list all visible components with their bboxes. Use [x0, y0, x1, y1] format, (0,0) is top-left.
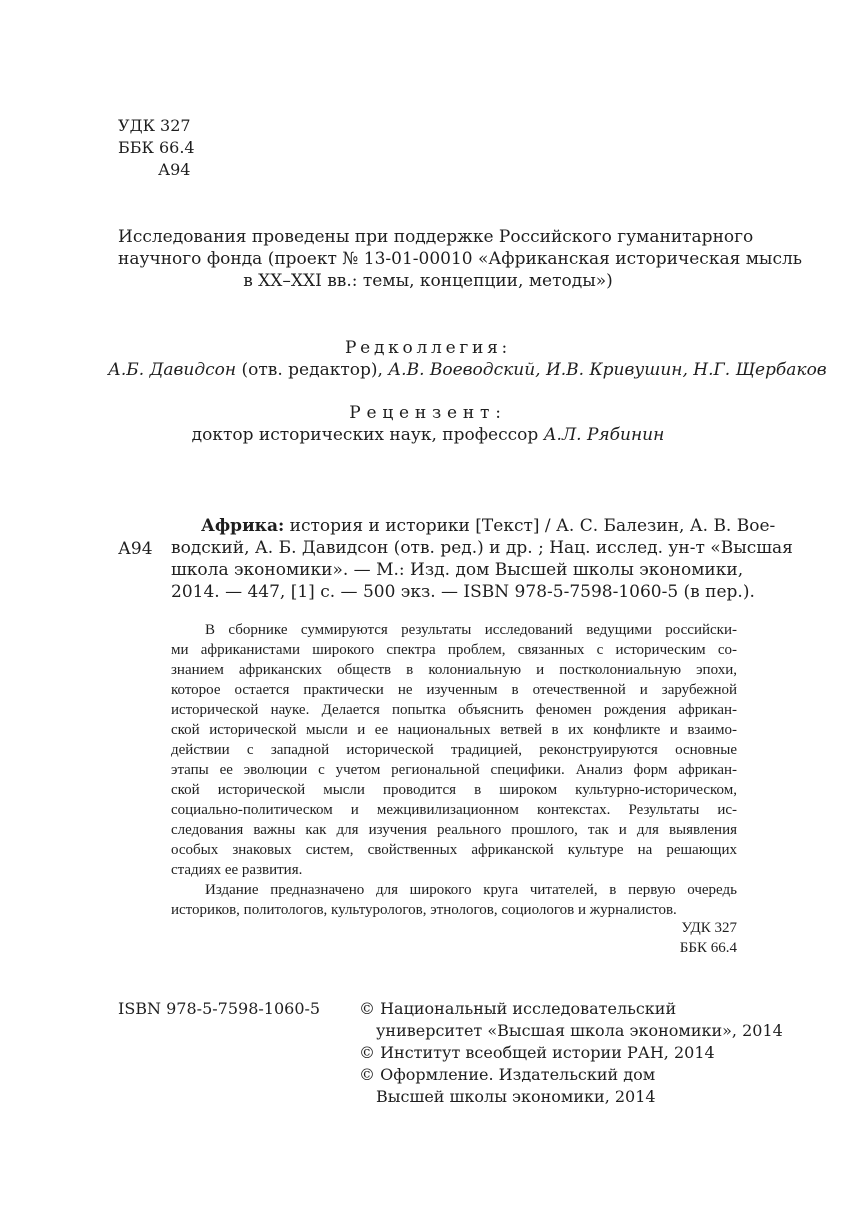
reviewer-line [108, 424, 748, 446]
udk-block-top [118, 115, 195, 181]
editorial-members-line [108, 359, 827, 381]
grant-line: Исследования проведены при поддержке Российского гуманитарного [118, 227, 754, 247]
abstract [171, 620, 737, 920]
abstract-line: особых знаковых систем, свойственных африканской культуре на решающих [171, 842, 737, 858]
abstract-line: социально-политическом и межцивилизационном контекстах. Результаты ис- [171, 802, 737, 818]
udk-code: УДК 327 [681, 920, 737, 936]
abstract-line: знанием африканских обществ в колониальную и постколониальную эпохи, [171, 662, 737, 678]
abstract-line: которое остается практически не изученным в отечественной и зарубежной [171, 682, 737, 698]
copyright-line: © Институт всеобщей истории РАН, 2014 [359, 1043, 715, 1062]
author-sign: А94 [158, 160, 191, 179]
copyright-line: университет «Высшая школа экономики», 2014 [376, 1021, 783, 1040]
abstract-line: следования важны как для изучения реального прошлого, так и для выявления [171, 822, 737, 838]
copyright-line: © Национальный исследовательский [359, 999, 677, 1018]
udk-code: УДК 327 [118, 116, 191, 135]
chief-editor-name: А.Б. Давидсон [108, 360, 237, 380]
isbn: ISBN 978-5-7598-1060-5 [118, 999, 321, 1018]
chief-editor-role: (отв. редактор), [236, 360, 389, 380]
copyright-line: Высшей школы экономики, 2014 [376, 1087, 656, 1106]
catalog-record [171, 515, 793, 603]
copyright-block [359, 998, 783, 1108]
catalog-line-1: Африка: история и историки [Текст] / А. С. Балезин, А. В. Вое- [201, 516, 776, 536]
bbk-code: ББК 66.4 [679, 940, 737, 956]
abstract-line: ми африканистами широкого спектра проблем, связанных с историческим со- [171, 642, 737, 658]
abstract-line: исторической науке. Делается попытка объяснить феномен рождения африкан- [171, 702, 737, 718]
grant-line: научного фонда (проект № 13-01-00010 «Африканская историческая мысль [118, 249, 803, 269]
reviewer-title: доктор исторических наук, профессор [191, 425, 544, 445]
abstract-line: стадиях ее развития. [171, 862, 303, 878]
udk-block-bottom [600, 918, 737, 958]
catalog-author-sign: А94 [118, 539, 153, 559]
book-title: Африка: [201, 516, 285, 536]
abstract-line: историков, политологов, культурологов, этнологов, социологов и журналистов. [171, 902, 677, 918]
catalog-line-2: водский, А. Б. Давидсон (отв. ред.) и др. ; Нац. исслед. ун-т «Высшая [171, 538, 793, 558]
board-members: А.В. Воеводский, И.В. Кривушин, Н.Г. Щербаков [388, 360, 827, 380]
catalog-line-4: 2014. — 447, [1] с. — 500 экз. — ISBN 978-5-7598-1060-5 (в пер.). [171, 582, 755, 602]
grant-line: в XX–XXI вв.: темы, концепции, методы») [243, 271, 613, 291]
abstract-line: действии с западной исторической традицией, реконструируются основные [171, 742, 737, 758]
reviewer-name: А.Л. Рябинин [543, 425, 665, 445]
editorial-board [108, 337, 827, 381]
abstract-line: В сборнике суммируются результаты исследований ведущими российски- [205, 622, 737, 638]
grant-notice [118, 226, 803, 292]
catalog-line-3: школа экономики». — М.: Изд. дом Высшей школы экономики, [171, 560, 744, 580]
abstract-line: Издание предназначено для широкого круга читателей, в первую очередь [205, 882, 737, 898]
reviewer-block [108, 402, 748, 446]
abstract-line: ской исторической мысли и ее национальных ветвей в их конфликте и взаимо- [171, 722, 737, 738]
reviewer-heading: Рецензент: [349, 403, 507, 423]
editorial-heading: Редколлегия: [344, 338, 512, 358]
copyright-line: © Оформление. Издательский дом [359, 1065, 656, 1084]
abstract-line: ской исторической мысли проводится в широком культурно-историческом, [171, 782, 737, 798]
abstract-line: этапы ее эволюции с учетом региональной специфики. Анализ форм африкан- [171, 762, 737, 778]
bbk-code: ББК 66.4 [118, 138, 195, 157]
